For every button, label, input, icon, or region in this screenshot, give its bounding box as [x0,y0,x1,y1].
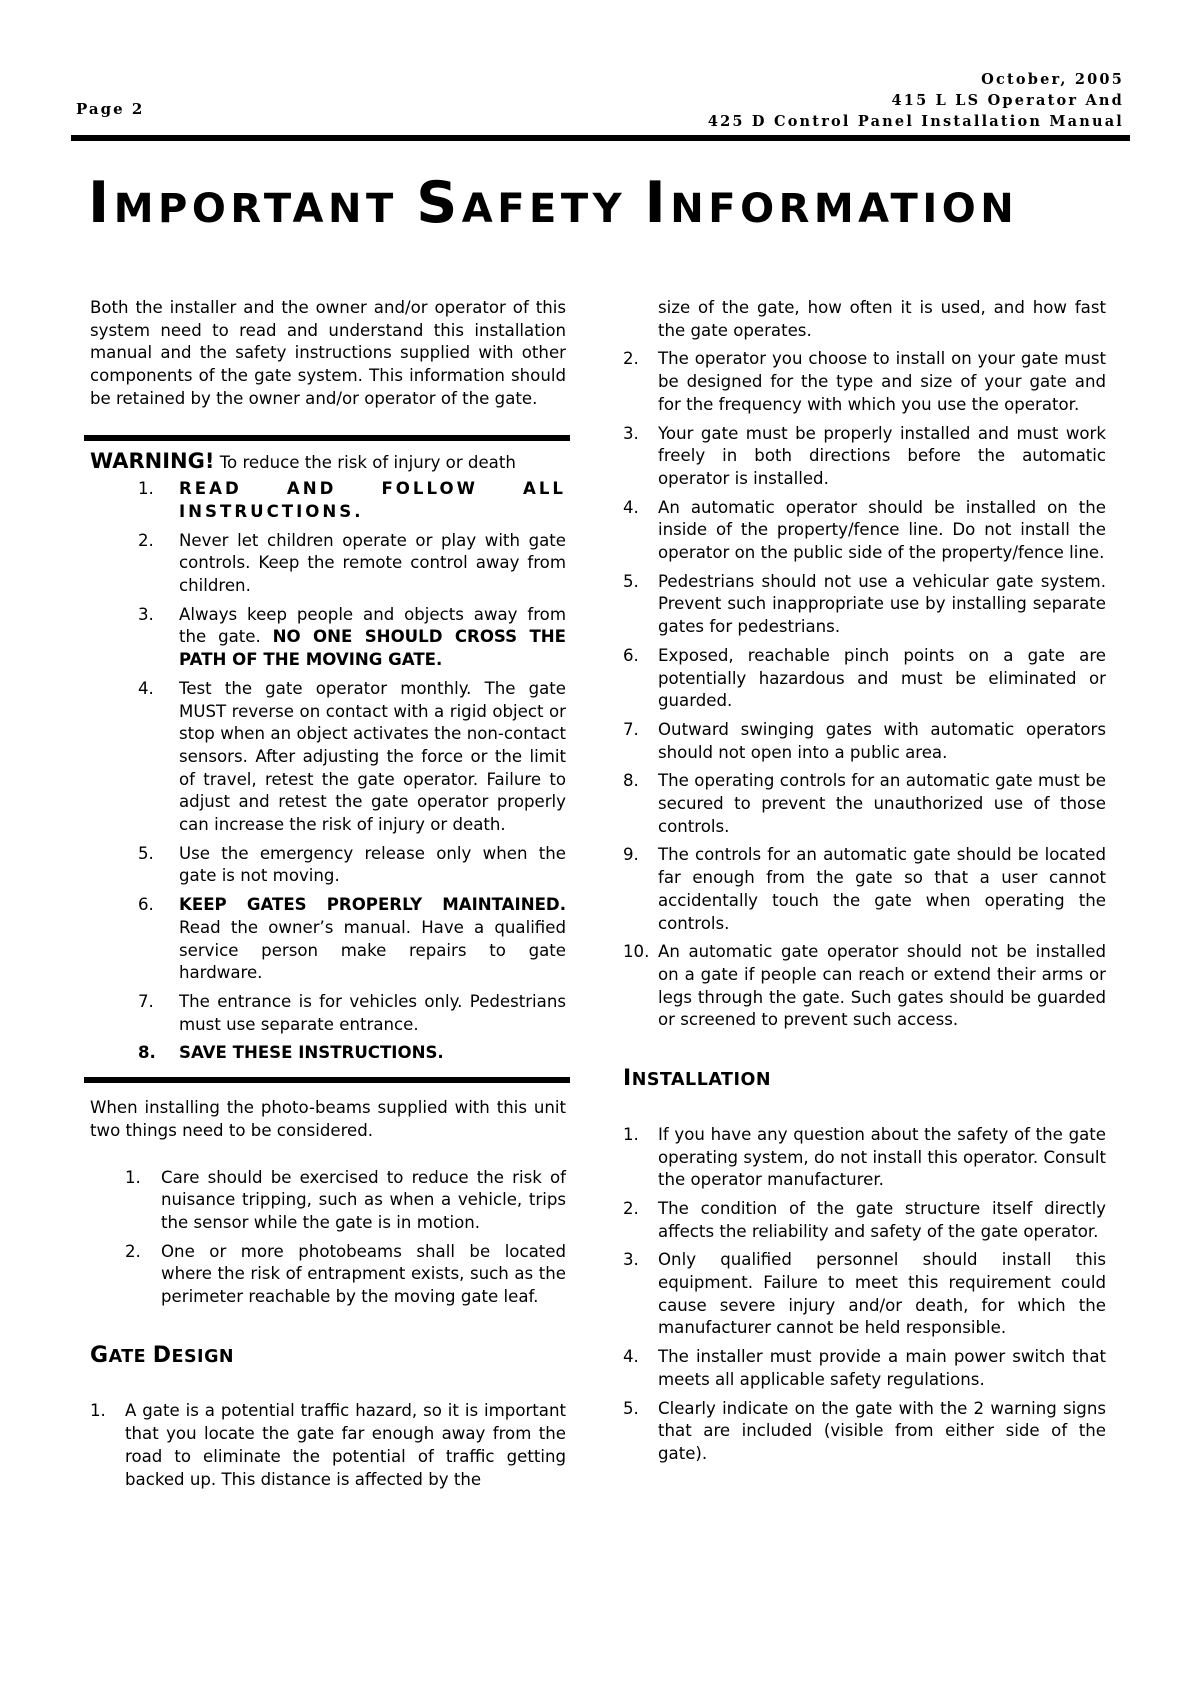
list-item: 10. An automatic gate operator should not be installed on a gate if people can reach or extend their arms or legs through the gate. Such gates should be guarded or screened to prevent such access. [623,942,1106,1030]
list-item: 2. The condition of the gate structure itself directly affects the reliability and safety of the gate operator. [623,1198,1106,1241]
list-item: 6. Exposed, reachable pinch points on a gate are potentially hazardous and must be eliminated or guarded. [623,645,1106,711]
list-item: 3. Only qualified personnel should install this equipment. Failure to meet this requirement could cause severe injury and/or death, for which the manufacturer cannot be held responsible. [623,1250,1106,1338]
photobeams-intro: When installing the photo-beams supplied with this unit two things need to be considered. [90,1098,566,1140]
list-item: 8. SAVE THESE INSTRUCTIONS. [138,1043,444,1063]
gate-design-list [623,297,1106,1032]
section-rule [84,1077,570,1083]
list-item: 2. The operator you choose to install on your gate must be designed for the type and size of your gate and for the frequency with which you use the operator. [623,349,1106,414]
left-column [90,297,566,1497]
list-item: 9. The controls for an automatic gate should be located far enough from the gate so that a user cannot accidentally touch the gate when operating the controls. [623,845,1106,933]
list-item: 7. Outward swinging gates with automatic operators should not open into a public area. [623,719,1106,762]
list-item: 2. Never let children operate or play with gate controls. Keep the remote control away from children. [138,530,566,596]
list-item: 1. READ AND FOLLOW ALL INSTRUCTIONS. [138,479,566,521]
page-number: Page 2 [76,100,145,118]
warning-list [90,478,566,1065]
header-info [708,69,1124,132]
header-date: October, 2005 [981,71,1124,88]
installation-list [623,1124,1106,1466]
list-item: 4. Test the gate operator monthly. The gate MUST reverse on contact with a rigid object or stop when an object activates the non-contact sensors. After adjusting the force or the limit of travel, retest the gate operator. Failure to adjust and retest the gate operator properly can increase the risk of injury or death. [138,678,566,835]
header-manual-line1: 415 L LS Operator And [891,92,1124,109]
installation-heading: INSTALLATION [623,1066,772,1092]
list-item: 8. The operating controls for an automatic gate must be secured to prevent the unauthorized use of those controls. [623,771,1106,836]
gate-design-list-start [90,1400,566,1491]
list-item: 7. The entrance is for vehicles only. Pedestrians must use separate entrance. [138,991,566,1034]
list-item: 4. An automatic operator should be installed on the inside of the property/fence line. Do not install the operator on the public side of the property/fence line. [623,497,1106,563]
header-rule [71,135,1130,141]
list-item-continued: size of the gate, how often it is used, and how fast the gate operates. [658,298,1106,340]
list-item: 4. The installer must provide a main power switch that meets all applicable safety regulations. [623,1347,1106,1389]
list-item: 5. Pedestrians should not use a vehicular gate system. Prevent such inappropriate use by installing separate gates for pedestrians. [623,571,1106,637]
list-item: 5. Use the emergency release only when the gate is not moving. [138,843,566,886]
list-item: 5. Clearly indicate on the gate with the 2 warning signs that are included (visible from either side of the gate). [623,1398,1106,1463]
list-item: 1. If you have any question about the safety of the gate operating system, do not install this operator. Consult the operator manufacturer. [623,1124,1106,1190]
header-manual-line2: 425 D Control Panel Installation Manual [707,113,1124,130]
warning-heading: WARNING! To reduce the risk of injury or death [90,448,516,473]
list-item: 3. Your gate must be properly installed and must work freely in both directions before the automatic operator is installed. [623,423,1106,488]
right-column [623,297,1106,1472]
section-rule [84,435,570,441]
gate-design-heading: GATE DESIGN [90,1342,235,1368]
list-item: 1. Care should be exercised to reduce the risk of nuisance tripping, such as when a vehicle, trips the sensor while the gate is in motion. [125,1167,566,1232]
photobeams-list [90,1167,566,1309]
list-item: 6. KEEP GATES PROPERLY MAINTAINED. Read the owner’s manual. Have a qualified service person make repairs to gate hardware. [138,895,566,983]
page-title: IMPORTANT SAFETY INFORMATION [88,170,1019,236]
list-item: 2. One or more photobeams shall be located where the risk of entrapment exists, such as the perimeter reachable by the moving gate leaf. [125,1241,566,1307]
intro-paragraph: Both the installer and the owner and/or operator of this system need to read and understand this installation manual and the safety instructions supplied with other components of the gate system. This information should be retained by the owner and/or operator of the gate. [90,298,566,408]
list-item: 3. Always keep people and objects away from the gate. NO ONE SHOULD CROSS THE PATH OF THE MOVING GATE. [138,604,566,670]
list-item: 1. A gate is a potential traffic hazard, so it is important that you locate the gate far enough away from the road to eliminate the potential of traffic getting backed up. This distance is affected by the [90,1401,566,1489]
